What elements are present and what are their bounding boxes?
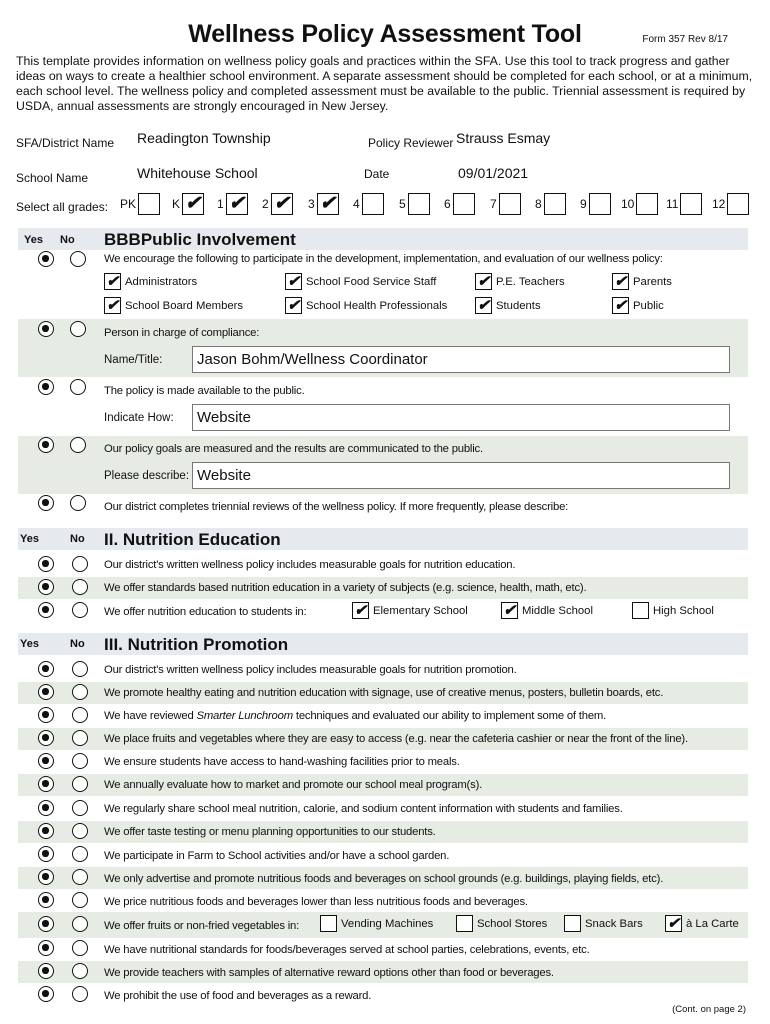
yes-column-label: Yes (20, 533, 39, 545)
question-text: We offer nutrition education to students in: (104, 606, 307, 618)
no-radio[interactable] (70, 495, 86, 511)
section-3-title: III. Nutrition Promotion (104, 635, 289, 654)
compliance-input[interactable]: Jason Bohm/Wellness Coordinator (192, 346, 730, 373)
no-radio[interactable] (72, 963, 88, 979)
checkbox[interactable]: ✔ (104, 297, 121, 314)
reviewer-field[interactable]: Strauss Esmay (456, 130, 551, 146)
grade-checkbox[interactable]: ✔ (271, 193, 293, 215)
grade-checkbox[interactable]: ✔ (317, 193, 339, 215)
venue-vending-machines[interactable]: Vending Machines (320, 915, 433, 932)
participant-health-professionals[interactable]: ✔ School Health Professionals (285, 297, 447, 314)
checkbox[interactable]: ✔ (104, 273, 121, 290)
checkbox[interactable]: ✔ (285, 273, 302, 290)
no-radio[interactable] (72, 869, 88, 885)
question-text: We only advertise and promote nutritious foods and beverages on school grounds (e.g. buildings, playing fields, etc). (104, 873, 664, 885)
checkbox[interactable]: ✔ (665, 915, 682, 932)
yes-radio[interactable] (38, 730, 54, 746)
form-title: Wellness Policy Assessment Tool (188, 20, 582, 48)
grade-checkbox[interactable] (499, 193, 521, 215)
checkbox[interactable]: ✔ (612, 273, 629, 290)
venue-snack-bars[interactable]: Snack Bars (564, 915, 643, 932)
grade-checkbox[interactable] (138, 193, 160, 215)
yes-column-label: Yes (20, 638, 39, 650)
question-text: We place fruits and vegetables where they are easy to access (e.g. near the cafeteria cashier or near the front of the line). (104, 733, 688, 745)
yes-radio[interactable] (38, 579, 54, 595)
grade-11[interactable]: 11 (666, 193, 702, 215)
no-radio[interactable] (72, 753, 88, 769)
no-radio[interactable] (72, 730, 88, 746)
grade-4[interactable]: 4 (353, 193, 384, 215)
yes-column-label: Yes (24, 234, 43, 246)
no-radio[interactable] (72, 916, 88, 932)
yes-radio[interactable] (38, 823, 54, 839)
question-text: We promote healthy eating and nutrition education with signage, use of creative menus, posters, bulletin boards, etc. (104, 687, 664, 699)
no-column-label: No (70, 638, 85, 650)
checkbox[interactable] (564, 915, 581, 932)
yes-radio[interactable] (38, 495, 54, 511)
availability-input[interactable]: Website (192, 404, 730, 431)
yes-radio[interactable] (38, 869, 54, 885)
question-text: The policy is made available to the public. (104, 385, 305, 397)
question-text: Person in charge of compliance: (104, 327, 260, 339)
checkbox[interactable]: ✔ (352, 602, 369, 619)
question-text: Our district's written wellness policy includes measurable goals for nutrition promotion. (104, 664, 517, 676)
question-text: Our policy goals are measured and the results are communicated to the public. (104, 443, 483, 455)
yes-radio[interactable] (38, 602, 54, 618)
grade-k[interactable]: K ✔ (172, 193, 204, 215)
no-radio[interactable] (72, 800, 88, 816)
level-middle[interactable]: ✔ Middle School (501, 602, 593, 619)
yes-radio[interactable] (38, 251, 54, 267)
participant-students[interactable]: ✔ Students (475, 297, 541, 314)
goals-field-row (104, 462, 730, 489)
grade-checkbox[interactable] (408, 193, 430, 215)
grade-12[interactable]: 12 (712, 193, 749, 215)
no-radio[interactable] (72, 602, 88, 618)
participant-pe-teachers[interactable]: ✔ P.E. Teachers (475, 273, 565, 290)
grade-6[interactable]: 6 (444, 193, 475, 215)
grade-checkbox[interactable] (680, 193, 702, 215)
checkbox[interactable]: ✔ (501, 602, 518, 619)
section-1-title: BBBPublic Involvement (104, 230, 296, 249)
intro-paragraph: This template provides information on wellness policy goals and practices within the SFA. Use this tool to track progress and gather ideas on ways to create a healthier school environment. A separate assessment should be completed for each school, or at a minimum, each school level. The wellness policy and completed assessment must be available to the public. Triennial assessment is required by USDA, annual assessments are strongly encouraged in New Jersey. (16, 54, 753, 113)
yes-radio[interactable] (38, 892, 54, 908)
question-text: We encourage the following to participate in the development, implementation, and evaluation of our wellness policy: (104, 253, 663, 265)
checkbox[interactable] (456, 915, 473, 932)
yes-radio[interactable] (38, 986, 54, 1002)
participant-public[interactable]: ✔ Public (612, 297, 664, 314)
public-availability-field-row (104, 404, 730, 431)
participant-administrators[interactable]: ✔ Administrators (104, 273, 197, 290)
no-radio[interactable] (72, 579, 88, 595)
grade-checkbox[interactable] (589, 193, 611, 215)
no-radio[interactable] (70, 321, 86, 337)
yes-radio[interactable] (38, 437, 54, 453)
no-column-label: No (70, 533, 85, 545)
question-text: We offer taste testing or menu planning opportunities to our students. (104, 826, 436, 838)
yes-radio[interactable] (38, 707, 54, 723)
participant-parents[interactable]: ✔ Parents (612, 273, 672, 290)
level-high[interactable]: High School (632, 602, 714, 619)
question-text: We offer fruits or non-fried vegetables in: (104, 920, 300, 932)
yes-radio[interactable] (38, 556, 54, 572)
question-text: We price nutritious foods and beverages lower than less nutritious foods and beverages. (104, 896, 528, 908)
grade-checkbox[interactable] (636, 193, 658, 215)
no-radio[interactable] (70, 437, 86, 453)
grade-checkbox[interactable] (362, 193, 384, 215)
date-label: Date (364, 167, 390, 181)
grade-checkbox[interactable] (453, 193, 475, 215)
question-text: We prohibit the use of food and beverages as a reward. (104, 990, 372, 1002)
no-radio[interactable] (72, 940, 88, 956)
yes-radio[interactable] (38, 753, 54, 769)
no-radio[interactable] (72, 892, 88, 908)
yes-radio[interactable] (38, 800, 54, 816)
grade-10[interactable]: 10 (621, 193, 658, 215)
grade-5[interactable]: 5 (399, 193, 430, 215)
question-text: We annually evaluate how to market and promote our school meal program(s). (104, 779, 483, 791)
no-column-label: No (60, 234, 75, 246)
no-radio[interactable] (72, 556, 88, 572)
question-text: Our district's written wellness policy includes measurable goals for nutrition education. (104, 559, 516, 571)
no-radio[interactable] (72, 986, 88, 1002)
grades-selector (16, 193, 761, 219)
checkbox[interactable]: ✔ (612, 297, 629, 314)
checkbox[interactable] (632, 602, 649, 619)
checkbox[interactable]: ✔ (475, 297, 492, 314)
question-text: We have nutritional standards for foods/beverages served at school parties, celebrations, events, etc. (104, 944, 590, 956)
no-radio[interactable] (70, 251, 86, 267)
field-label: Name/Title: (104, 353, 163, 366)
yes-radio[interactable] (38, 379, 54, 395)
field-label: Indicate How: (104, 411, 174, 424)
question-text: We participate in Farm to School activities and/or have a school garden. (104, 850, 450, 862)
grade-checkbox[interactable] (544, 193, 566, 215)
form-number: Form 357 Rev 8/17 (642, 34, 728, 45)
compliance-field-row (104, 346, 730, 373)
yes-radio[interactable] (38, 846, 54, 862)
checkbox[interactable]: ✔ (285, 297, 302, 314)
goals-input[interactable]: Website (192, 462, 730, 489)
question-text: We offer standards based nutrition education in a variety of subjects (e.g. science, health, math, etc). (104, 582, 587, 594)
grade-pk[interactable]: PK (120, 193, 160, 215)
participant-school-board[interactable]: ✔ School Board Members (104, 297, 243, 314)
no-radio[interactable] (72, 707, 88, 723)
date-field[interactable]: 09/01/2021 (458, 165, 529, 181)
question-text: We ensure students have access to hand-washing facilities prior to meals. (104, 756, 460, 768)
participant-food-service[interactable]: ✔ School Food Service Staff (285, 273, 436, 290)
grade-8[interactable]: 8 (535, 193, 566, 215)
venue-a-la-carte[interactable]: ✔ à La Carte (665, 915, 739, 932)
district-label: SFA/District Name (16, 136, 115, 150)
grades-label: Select all grades: (16, 200, 109, 214)
no-radio[interactable] (72, 661, 88, 677)
grade-checkbox[interactable]: ✔ (226, 193, 248, 215)
no-radio[interactable] (72, 846, 88, 862)
section-2-title: II. Nutrition Education (104, 530, 281, 549)
grade-checkbox[interactable]: ✔ (182, 193, 204, 215)
district-field[interactable]: Readington Township (137, 130, 271, 146)
yes-radio[interactable] (38, 321, 54, 337)
question-text: We provide teachers with samples of alternative reward options other than food or beverages. (104, 967, 554, 979)
question-text: Our district completes triennial reviews of the wellness policy. If more frequently, please describe: (104, 501, 569, 513)
no-radio[interactable] (70, 379, 86, 395)
continued-note: (Cont. on page 2) (672, 1004, 746, 1015)
school-field[interactable]: Whitehouse School (137, 165, 258, 181)
grade-7[interactable]: 7 (490, 193, 521, 215)
yes-radio[interactable] (38, 684, 54, 700)
yes-radio[interactable] (38, 916, 54, 932)
checkbox[interactable] (320, 915, 337, 932)
grade-9[interactable]: 9 (580, 193, 611, 215)
yes-radio[interactable] (38, 776, 54, 792)
venue-school-stores[interactable]: School Stores (456, 915, 547, 932)
school-label: School Name (16, 171, 89, 185)
question-text: We regularly share school meal nutrition, calorie, and sodium content information with students and families. (104, 803, 623, 815)
question-text: We have reviewed Smarter Lunchroom techniques and evaluated our ability to implement some of them. (104, 710, 607, 722)
grade-3[interactable]: 3 ✔ (308, 193, 339, 215)
checkbox[interactable]: ✔ (475, 273, 492, 290)
field-label: Please describe: (104, 469, 190, 482)
reviewer-label: Policy Reviewer (368, 136, 454, 150)
no-radio[interactable] (72, 776, 88, 792)
yes-radio[interactable] (38, 963, 54, 979)
grade-2[interactable]: 2 ✔ (262, 193, 293, 215)
yes-radio[interactable] (38, 940, 54, 956)
level-elementary[interactable]: ✔ Elementary School (352, 602, 468, 619)
no-radio[interactable] (72, 684, 88, 700)
grade-checkbox[interactable] (727, 193, 749, 215)
no-radio[interactable] (72, 823, 88, 839)
grade-1[interactable]: 1 ✔ (217, 193, 248, 215)
yes-radio[interactable] (38, 661, 54, 677)
